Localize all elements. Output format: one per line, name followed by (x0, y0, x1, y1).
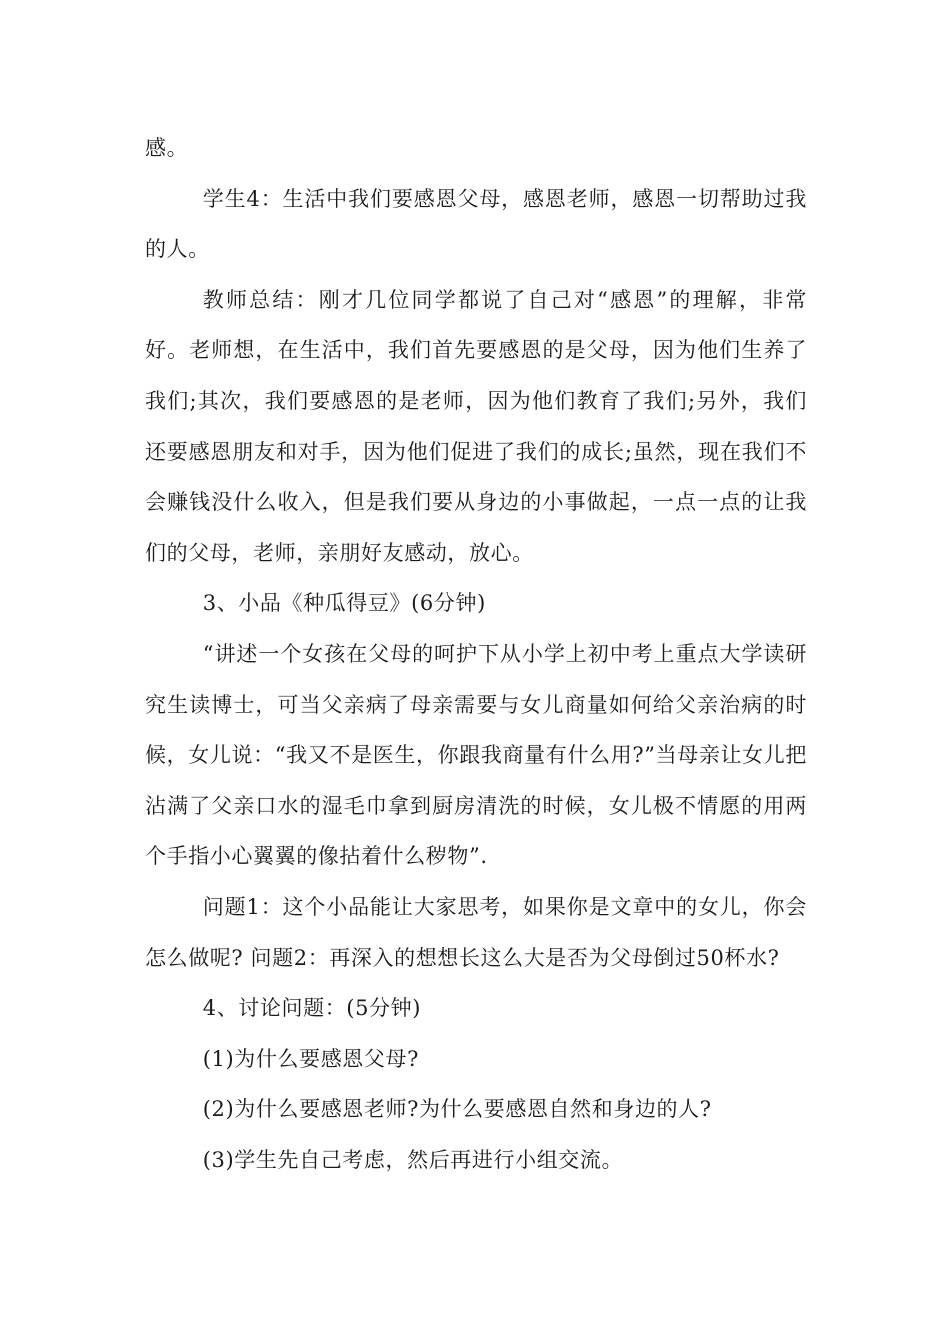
discussion-item-2: (2)为什么要感恩老师?为什么要感恩自然和身边的人? (202, 1097, 712, 1122)
section-heading-skit: 3、小品《种瓜得豆》(6分钟) (202, 591, 486, 616)
discussion-item-3: (3)学生先自己考虑，然后再进行小组交流。 (202, 1147, 624, 1172)
paragraph-student-4: 学生4：生活中我们要感恩父母，感恩老师，感恩一切帮助过我的人。 (145, 186, 807, 262)
section-heading-discussion: 4、讨论问题：(5分钟) (202, 996, 422, 1021)
paragraph-skit-description: “讲述一个女孩在父母的呵护下从小学上初中考上重点大学读研究生读博士，可当父亲病了母亲需要与女儿商量如何给父亲治病的时候，女儿说：“我又不是医生，你跟我商量有什么用?”当母亲让女儿把沾满了父亲口水的湿毛巾拿到厨房清洗的时候，女儿极不情愿的用两个手指小心翼翼的像拈着什么秽物”. (145, 641, 807, 869)
paragraph-teacher-summary: 教师总结：刚才几位同学都说了自己对“感恩”的理解，非常好。老师想，在生活中，我们首先要感恩的是父母，因为他们生养了我们;其次，我们要感恩的是老师，因为他们教育了我们;另外，我们还要感恩朋友和对手，因为他们促进了我们的成长;虽然，现在我们不会赚钱没什么收入，但是我们要从身边的小事做起，一点一点的让我们的父母，老师，亲朋好友感动，放心。 (145, 287, 807, 565)
body-text (145, 123, 807, 1185)
discussion-item-1: (1)为什么要感恩父母? (202, 1046, 419, 1071)
paragraph-continuation: 感。 (145, 136, 189, 160)
paragraph-questions: 问题1：这个小品能让大家思考，如果你是文章中的女儿，你会怎么做呢? 问题2：再深入的想想长这么大是否为父母倒过50杯水? (145, 894, 807, 970)
